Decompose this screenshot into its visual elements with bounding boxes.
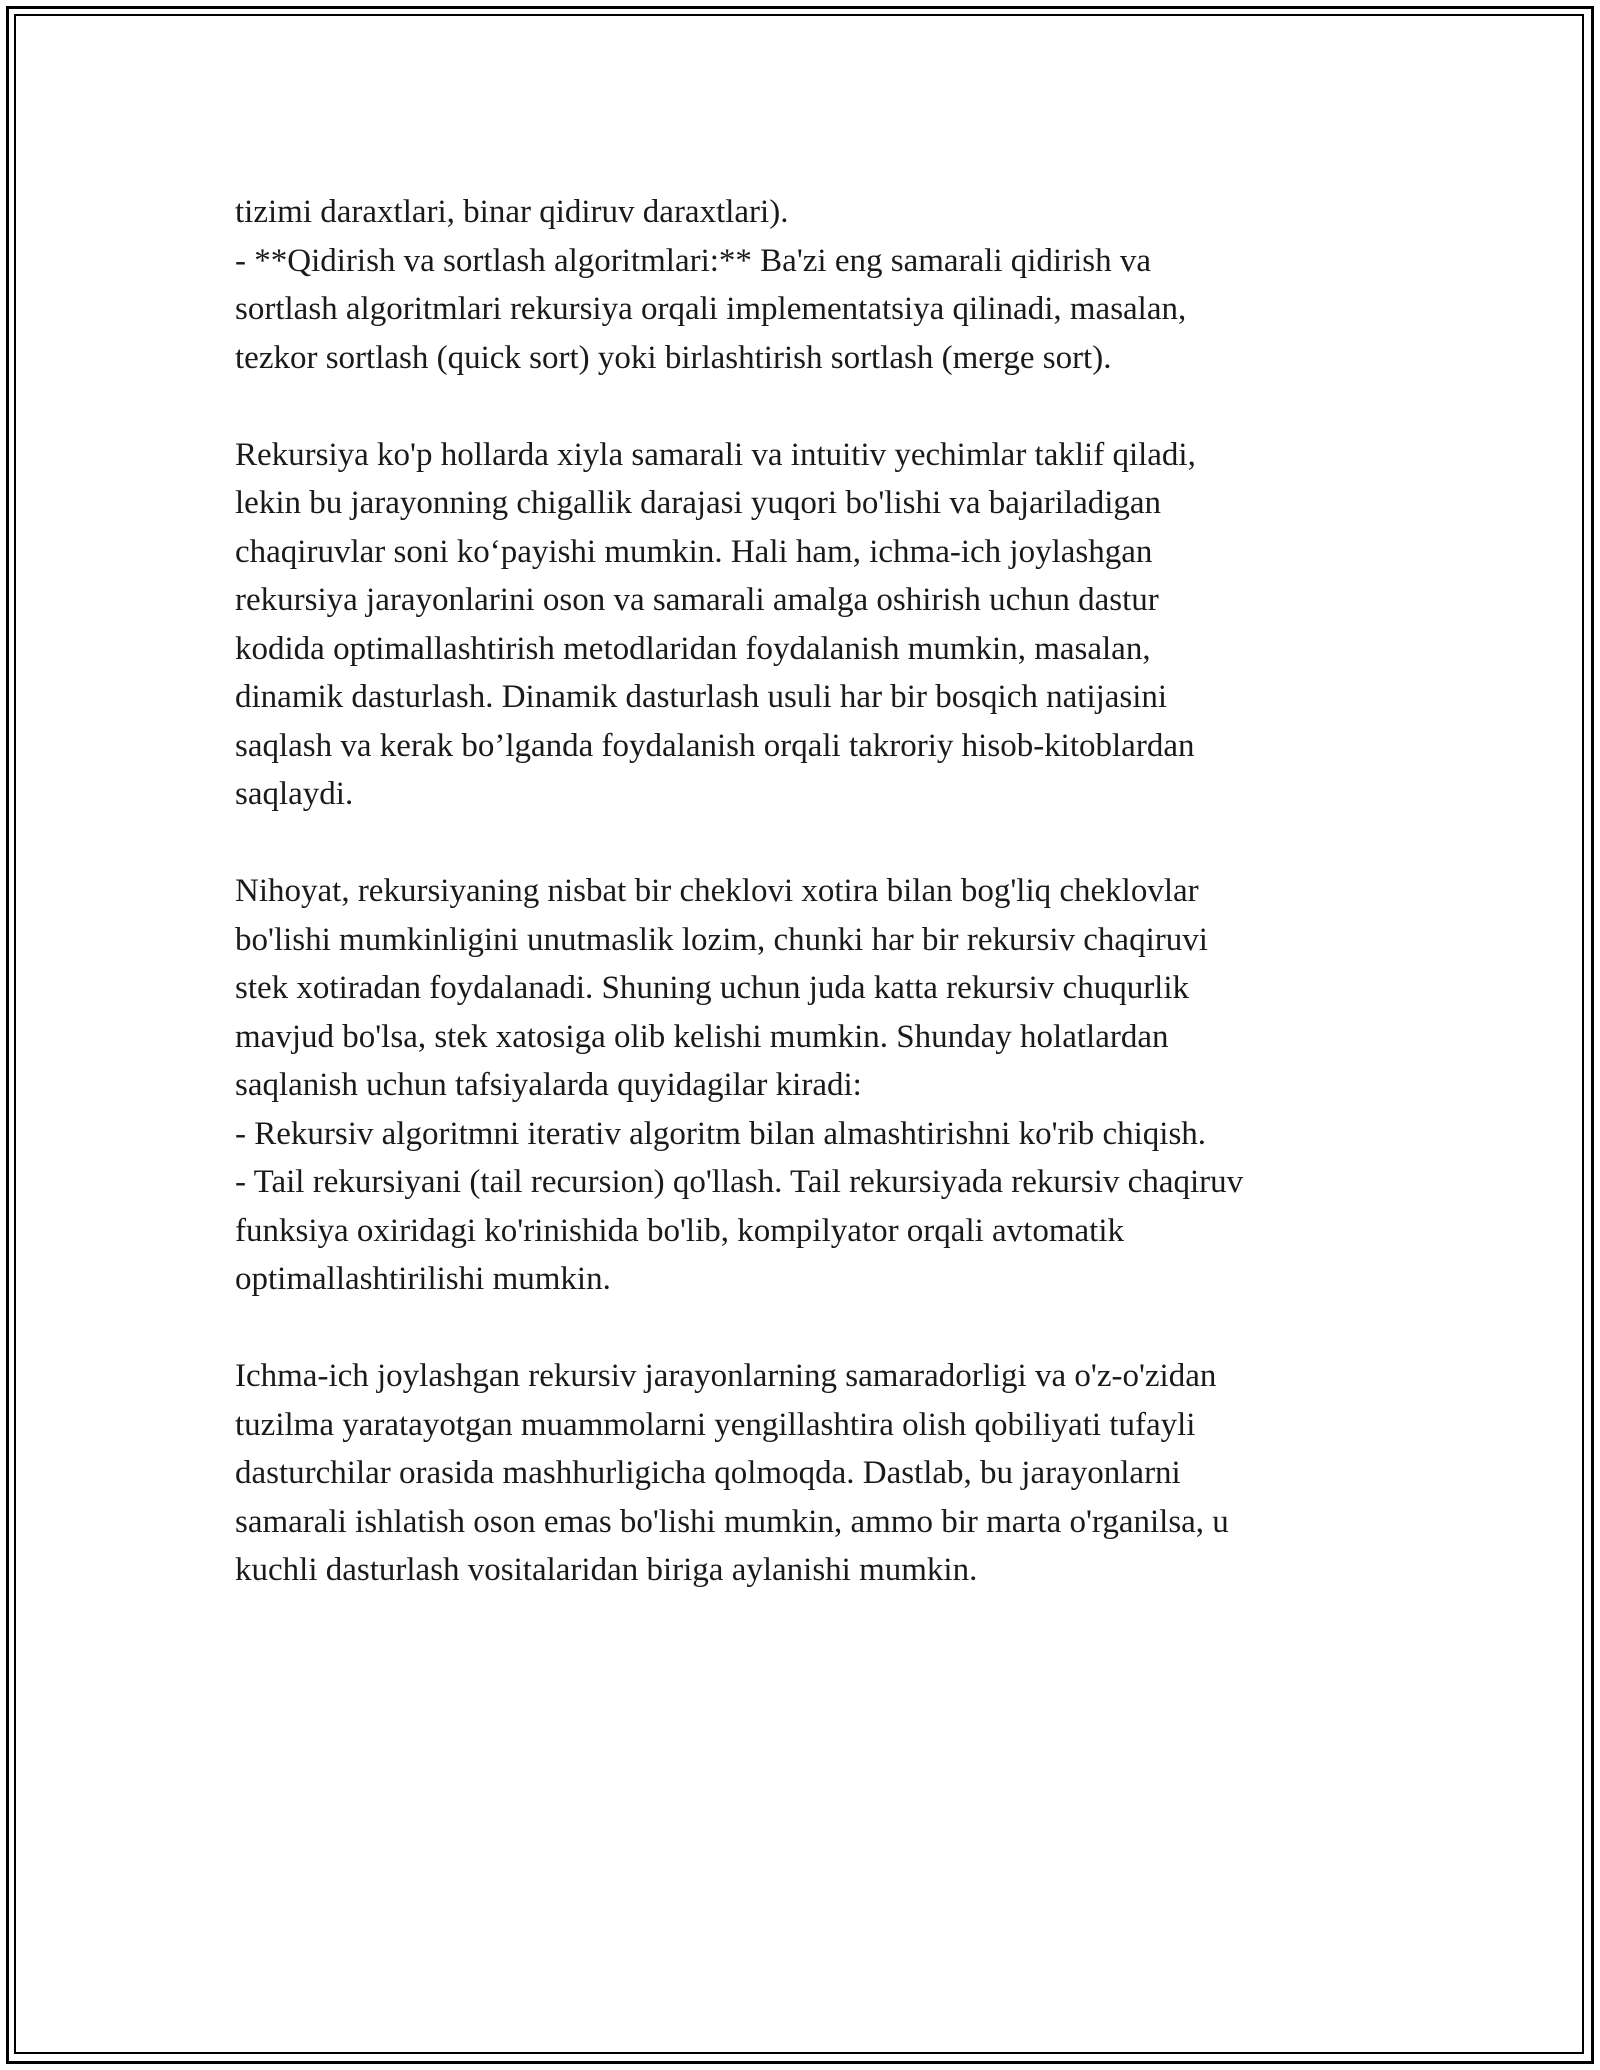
text-line: mavjud bo'lsa, stek xatosiga olib kelishi mumkin. Shunday holatlardan [235, 1018, 1169, 1055]
text-line: sortlash algoritmlari rekursiya orqali implementatsiya qilinadi, masalan, [235, 291, 1187, 327]
text-line: tuzilma yaratayotgan muammolarni yengillashtira olish qobiliyati tufayli [235, 1406, 1196, 1443]
text-line: chaqiruvlar soni ko‘payishi mumkin. Hali ham, ichma-ich joylashgan [235, 533, 1153, 570]
text-line: - Tail rekursiyani (tail recursion) qo'llash. Tail rekursiyada rekursiv chaqiruv [235, 1164, 1244, 1200]
text-line: saqlaydi. [235, 776, 354, 812]
paragraph-4 [235, 1352, 1375, 1595]
text-line: saqlanish uchun tafsiyalarda quyidagilar kiradi: [235, 1067, 862, 1103]
paragraph-gap [235, 819, 1375, 868]
paragraph-1 [235, 188, 1375, 382]
paragraph-gap [235, 1304, 1375, 1353]
text-line: tezkor sortlash (quick sort) yoki birlashtirish sortlash (merge sort). [235, 339, 1112, 376]
text-line: Nihoyat, rekursiyaning nisbat bir cheklovi xotira bilan bog'liq cheklovlar [235, 873, 1199, 909]
text-line: tizimi daraxtlari, binar qidiruv daraxtlari). [235, 194, 789, 230]
text-line: stek xotiradan foydalanadi. Shuning uchun juda katta rekursiv chuqurlik [235, 970, 1190, 1006]
text-line: Rekursiya ko'p hollarda xiyla samarali va intuitiv yechimlar taklif qiladi, [235, 436, 1196, 473]
text-line: dasturchilar orasida mashhurligicha qolmoqda. Dastlab, bu jarayonlarni [235, 1455, 1181, 1491]
text-line: kuchli dasturlash vositalaridan biriga aylanishi mumkin. [235, 1552, 978, 1588]
text-line: lekin bu jarayonning chigallik darajasi yuqori bo'lishi va bajariladigan [235, 485, 1162, 521]
paragraph-gap [235, 382, 1375, 431]
paragraph-3 [235, 867, 1375, 1304]
text-line: kodida optimallashtirish metodlaridan foydalanish mumkin, masalan, [235, 630, 1151, 667]
text-line: - **Qidirish va sortlash algoritmlari:** Ba'zi eng samarali qidirish va [235, 242, 1151, 279]
text-line: Ichma-ich joylashgan rekursiv jarayonlarning samaradorligi va o'z-o'zidan [235, 1358, 1217, 1394]
text-line: - Rekursiv algoritmni iterativ algoritm bilan almashtirishni ko'rib chiqish. [235, 1115, 1207, 1152]
paragraph-2 [235, 431, 1375, 819]
text-line: bo'lishi mumkinligini unutmaslik lozim, chunki har bir rekursiv chaqiruvi [235, 921, 1208, 958]
text-line: funksiya oxiridagi ko'rinishida bo'lib, kompilyator orqali avtomatik [235, 1212, 1125, 1249]
text-line: saqlash va kerak bo’lganda foydalanish orqali takroriy hisob-kitoblardan [235, 727, 1195, 764]
text-line: rekursiya jarayonlarini oson va samarali amalga oshirish uchun dastur [235, 582, 1159, 618]
text-line: dinamik dasturlash. Dinamik dasturlash usuli har bir bosqich natijasini [235, 679, 1168, 715]
text-line: optimallashtirilishi mumkin. [235, 1261, 611, 1297]
text-line: samarali ishlatish oson emas bo'lishi mumkin, ammo bir marta o'rganilsa, u [235, 1503, 1229, 1540]
document-body [235, 188, 1375, 1595]
